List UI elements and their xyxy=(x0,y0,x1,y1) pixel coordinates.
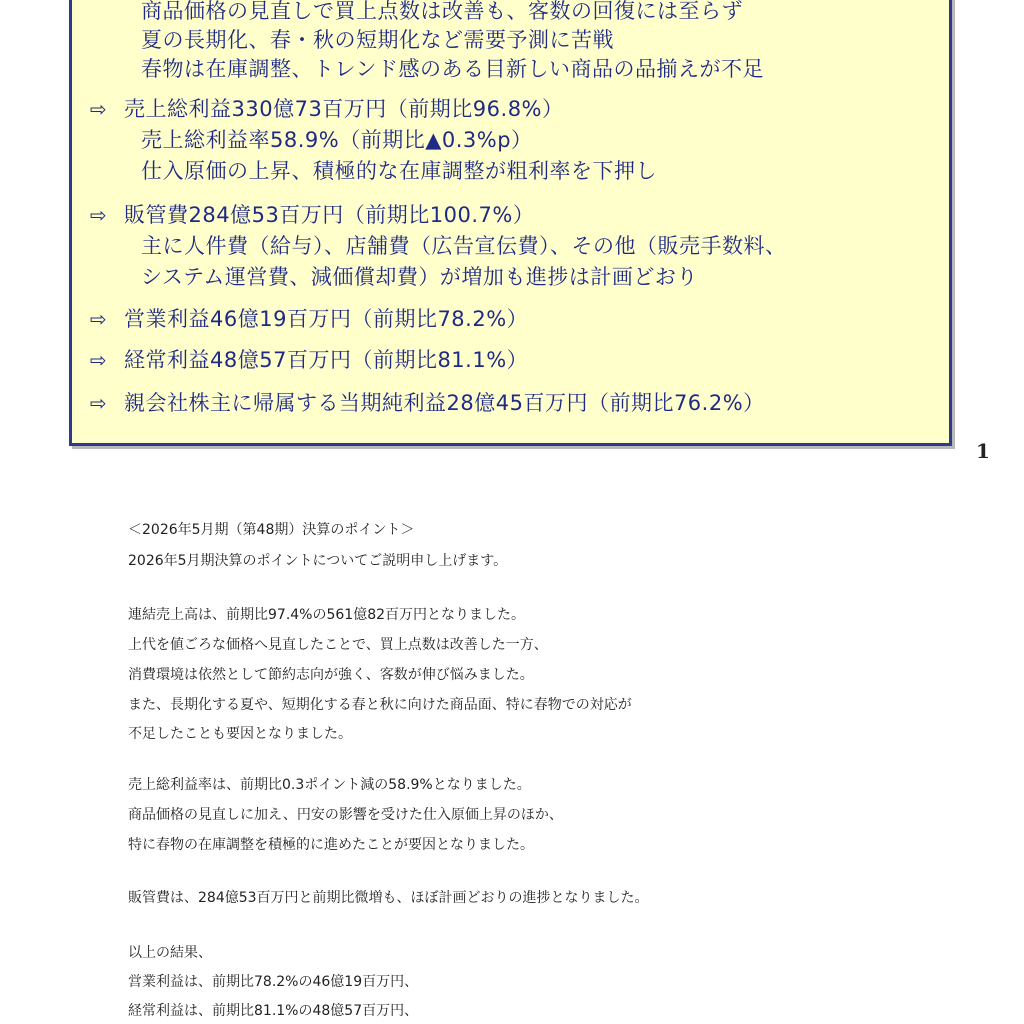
slide-bullet: 親会社株主に帰属する当期純利益28億45百万円（前期比76.2%） xyxy=(124,391,765,415)
notes-line: 連結売上高は、前期比97.4%の561億82百万円となりました。 xyxy=(128,607,526,623)
slide-sub-line: 仕入原価の上昇、積極的な在庫調整が粗利率を下押し xyxy=(141,159,657,183)
notes-heading: ＜2026年5月期（第48期）決算のポイント＞ xyxy=(128,522,415,538)
notes-line: また、長期化する夏や、短期化する春と秋に向けた商品面、特に春物での対応が xyxy=(128,697,632,713)
notes-line: 経常利益は、前期比81.1%の48億57百万円、 xyxy=(128,1003,419,1019)
slide-bullet: 経常利益48億57百万円（前期比81.1%） xyxy=(124,348,529,372)
right-arrow-icon: ⇨ xyxy=(90,348,107,372)
slide-sub-line: 夏の長期化、春・秋の短期化など需要予測に苦戦 xyxy=(141,28,614,52)
right-arrow-icon: ⇨ xyxy=(90,203,107,227)
slide-sub-line: 売上総利益率58.9%（前期比▲0.3%p） xyxy=(141,128,533,152)
slide-sub-line: 商品価格の見直しで買上点数は改善も、客数の回復には至らず xyxy=(141,0,743,23)
right-arrow-icon: ⇨ xyxy=(90,97,107,121)
right-arrow-icon: ⇨ xyxy=(90,307,107,331)
notes-line: 以上の結果、 xyxy=(128,945,212,961)
right-arrow-icon: ⇨ xyxy=(90,391,107,415)
slide-bullet: 営業利益46億19百万円（前期比78.2%） xyxy=(124,307,529,331)
slide-bullet: 売上総利益330億73百万円（前期比96.8%） xyxy=(124,97,564,121)
slide-bullet: 販管費284億53百万円（前期比100.7%） xyxy=(124,203,535,227)
notes-line: 不足したことも要因となりました。 xyxy=(128,726,352,742)
page-number: 1 xyxy=(976,439,990,463)
slide-sub-line: 主に人件費（給与）、店舗費（広告宣伝費）、その他（販売手数料、 xyxy=(141,234,787,258)
notes-line: 2026年5月期決算のポイントについてご説明申し上げます。 xyxy=(128,553,508,569)
notes-line: 消費環境は依然として節約志向が強く、客数が伸び悩みました。 xyxy=(128,667,534,683)
notes-line: 売上総利益率は、前期比0.3ポイント減の58.9%となりました。 xyxy=(128,777,531,793)
slide-sub-line: システム運営費、減価償却費）が増加も進捗は計画どおり xyxy=(141,265,698,289)
notes-line: 特に春物の在庫調整を積極的に進めたことが要因となりました。 xyxy=(128,837,534,853)
notes-line: 商品価格の見直しに加え、円安の影響を受けた仕入原価上昇のほか、 xyxy=(128,807,563,823)
notes-line: 上代を値ごろな価格へ見直したことで、買上点数は改善した一方、 xyxy=(128,637,548,653)
notes-line: 販管費は、284億53百万円と前期比微増も、ほぼ計画どおりの進捗となりました。 xyxy=(128,890,649,906)
slide-sub-line: 春物は在庫調整、トレンド感のある目新しい商品の品揃えが不足 xyxy=(141,57,764,81)
notes-line: 営業利益は、前期比78.2%の46億19百万円、 xyxy=(128,974,419,990)
